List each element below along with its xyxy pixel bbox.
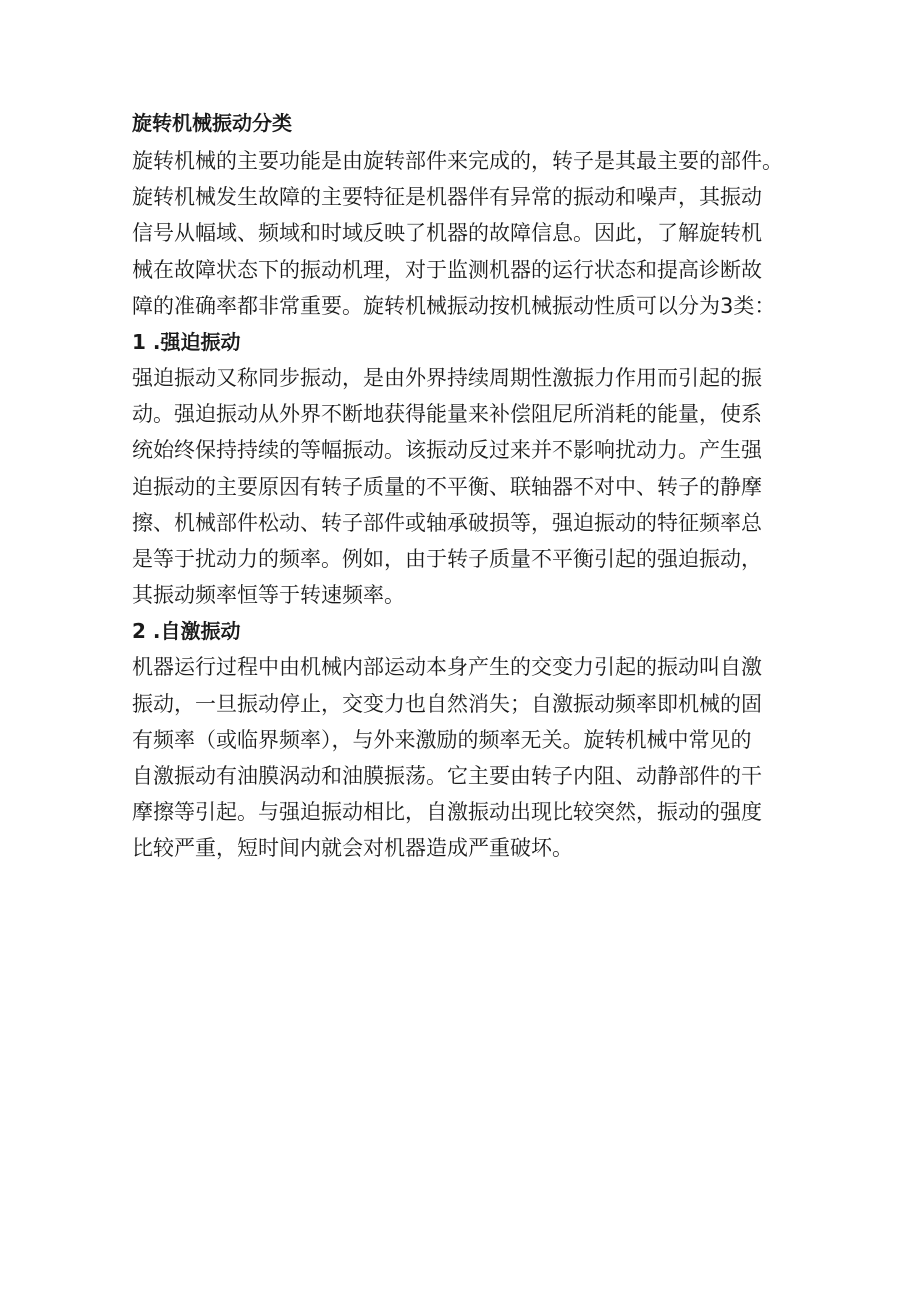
paragraph-line: 统始终保持持续的等幅振动。该振动反过来并不影响扰动力。产生强	[132, 438, 762, 463]
paragraph-line: 是等于扰动力的频率。例如，由于转子质量不平衡引起的强迫振动，	[132, 547, 762, 572]
paragraph-line: 机器运行过程中由机械内部运动本身产生的交变力引起的振动叫自激	[132, 655, 762, 680]
paragraph-line: 旋转机械发生故障的主要特征是机器伴有异常的振动和噪声，其振动	[132, 185, 762, 210]
paragraph-line: 擦、机械部件松动、转子部件或轴承破损等，强迫振动的特征频率总	[132, 510, 762, 535]
document-title: 旋转机械振动分类	[132, 111, 292, 135]
paragraph-line: 障的准确率都非常重要。旋转机械振动按机械振动性质可以分为3类：	[132, 293, 776, 318]
paragraph-line: 其振动频率恒等于转速频率。	[132, 583, 405, 608]
section-heading: 2 .自激振动	[132, 619, 241, 644]
paragraph-line: 械在故障状态下的振动机理，对于监测机器的运行状态和提高诊断故	[132, 257, 762, 282]
paragraph-line: 信号从幅域、频域和时域反映了机器的故障信息。因此，了解旋转机	[132, 221, 762, 246]
paragraph-line: 有频率（或临界频率），与外来激励的频率无关。旋转机械中常见的	[132, 727, 752, 752]
paragraph-line: 比较严重，短时间内就会对机器造成严重破坏。	[132, 836, 573, 861]
intro-paragraph	[132, 143, 792, 324]
paragraph-line: 摩擦等引起。与强迫振动相比，自激振动出现比较突然，振动的强度	[132, 800, 762, 825]
paragraph-line: 迫振动的主要原因有转子质量的不平衡、联轴器不对中、转子的静摩	[132, 474, 762, 499]
document-body	[132, 103, 792, 867]
paragraph-line: 强迫振动又称同步振动，是由外界持续周期性激振力作用而引起的振	[132, 366, 762, 391]
section-heading: 1 .强迫振动	[132, 330, 241, 355]
section-forced-vibration	[132, 324, 792, 613]
paragraph-line: 动。强迫振动从外界不断地获得能量来补偿阻尼所消耗的能量，使系	[132, 402, 762, 427]
paragraph-line: 旋转机械的主要功能是由旋转部件来完成的，转子是其最主要的部件。	[132, 149, 783, 173]
paragraph-line: 自激振动有油膜涡动和油膜振荡。它主要由转子内阻、动静部件的干	[132, 764, 762, 789]
section-self-excited-vibration	[132, 613, 792, 866]
paragraph-line: 振动，一旦振动停止，交变力也自然消失；自激振动频率即机械的固	[132, 691, 762, 716]
